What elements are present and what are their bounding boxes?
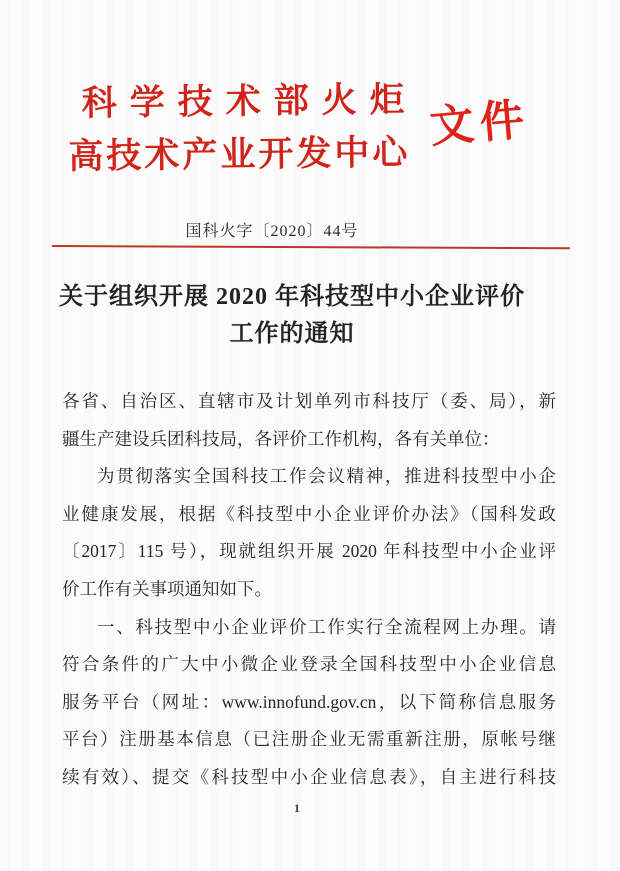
body-line: 一、科技型中小企业评价工作实行全流程网上办理。请 xyxy=(97,616,556,637)
body-line: 为贯彻落实全国科技工作会议精神，推进科技型中小企 xyxy=(97,466,556,487)
agency-name-line1: 科学技术部火炬 xyxy=(81,79,418,123)
document-title-line1: 关于组织开展 2020 年科技型中小企业评价 xyxy=(59,284,525,310)
salutation-line: 各省、自治区、直辖市及计划单列市科技厅（委、局），新 xyxy=(62,391,556,411)
body-line: 平台）注册基本信息（已注册企业无需重新注册，原帐号继 xyxy=(62,729,556,750)
document-title xyxy=(0,279,584,353)
body-line: 符合条件的广大中小微企业登录全国科技型中小企业信息 xyxy=(62,654,556,675)
body-line: 续有效）、提交《科技型中小企业信息表》，自主进行科技 xyxy=(62,766,556,787)
body-line: 价工作有关事项通知如下。 xyxy=(62,578,272,599)
document-title-line2: 工作的通知 xyxy=(229,321,355,347)
agency-name-line2: 高技术产业开发中心 xyxy=(68,132,411,177)
body-line: 〔2017〕115 号），现就组织开展 2020 年科技型中小企业评 xyxy=(62,541,556,562)
document-number: 国科火字〔2020〕44号 xyxy=(185,223,359,240)
body-line: 服务平台（网址：www.innofund.gov.cn，以下简称信息服务 xyxy=(62,691,556,712)
issuing-agency xyxy=(67,79,418,177)
body-line: 业健康发展，根据《科技型中小企业评价办法》（国科发政 xyxy=(62,503,556,524)
page-number: 1 xyxy=(294,801,300,815)
salutation-line: 疆生产建设兵团科技局，各评价工作机构，各有关单位： xyxy=(62,428,500,449)
document-type-label: 文件 xyxy=(428,94,532,153)
document-body xyxy=(62,383,556,797)
red-separator-rule xyxy=(52,245,570,249)
